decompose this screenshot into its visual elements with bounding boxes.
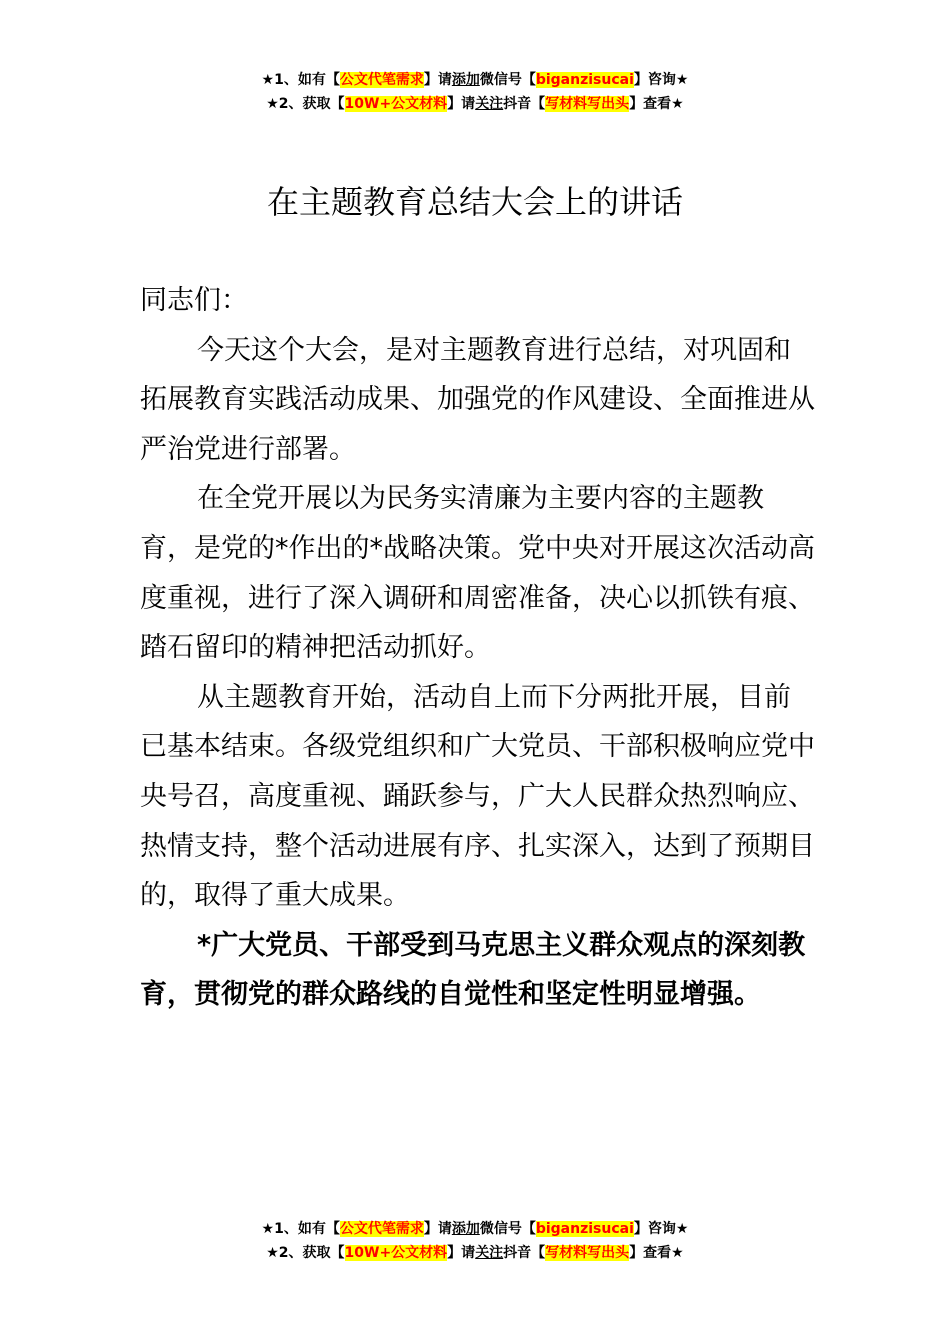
footer-underlined-add: 添加 (451, 1221, 480, 1237)
banner-line-1: ★1、如有【公文代笔需求】请添加微信号【biganzisucai】咨询★ (261, 72, 689, 88)
highlight-service: 公文代笔需求 (339, 72, 424, 88)
highlight-wechat-id: biganzisucai (535, 72, 634, 88)
highlight-douyin-id: 写材料写出头 (545, 96, 630, 112)
salutation: 同志们： (140, 285, 248, 316)
footer-banner-line-1: ★1、如有【公文代笔需求】请添加微信号【biganzisucai】咨询★ (261, 1221, 689, 1237)
footer-banner-line-2: ★2、获取【10W+公文材料】请关注抖音【写材料写出头】查看★ (266, 1245, 684, 1261)
header-banner (0, 68, 950, 116)
paragraph-1: 今天这个大会，是对主题教育进行总结，对巩固和拓展教育实践活动成果、加强党的作风建设、全面推进从严治党进行部署。 (140, 334, 815, 465)
document-title: 在主题教育总结大会上的讲话 (266, 183, 683, 221)
footer-highlight-service: 公文代笔需求 (339, 1221, 424, 1237)
document-body (140, 276, 816, 1020)
paragraph-3: 从主题教育开始，活动自上而下分两批开展，目前已基本结束。各级党组织和广大党员、干部积极响应党中央号召，高度重视、踊跃参与，广大人民群众热烈响应、热情支持，整个活动进展有序、扎实深入，达到了预期目的，取得了重大成果。 (140, 681, 815, 912)
underlined-add: 添加 (451, 72, 480, 88)
bold-paragraph: *广大党员、干部受到马克思主义群众观点的深刻教育，贯彻党的群众路线的自觉性和坚定性明显增强。 (140, 929, 806, 1011)
banner-line-2: ★2、获取【10W+公文材料】请关注抖音【写材料写出头】查看★ (266, 96, 684, 112)
footer-highlight-wechat-id: biganzisucai (535, 1221, 634, 1237)
paragraph-2: 在全党开展以为民务实清廉为主要内容的主题教育，是党的*作出的*战略决策。党中央对开展这次活动高度重视，进行了深入调研和周密准备，决心以抓铁有痕、踏石留印的精神把活动抓好。 (140, 483, 815, 664)
underlined-follow: 关注 (475, 96, 504, 112)
footer-highlight-douyin-id: 写材料写出头 (545, 1245, 630, 1261)
footer-highlight-materials: 10W+公文材料 (344, 1245, 448, 1261)
highlight-materials: 10W+公文材料 (344, 96, 448, 112)
footer-underlined-follow: 关注 (475, 1245, 504, 1261)
footer-banner (0, 1217, 950, 1265)
